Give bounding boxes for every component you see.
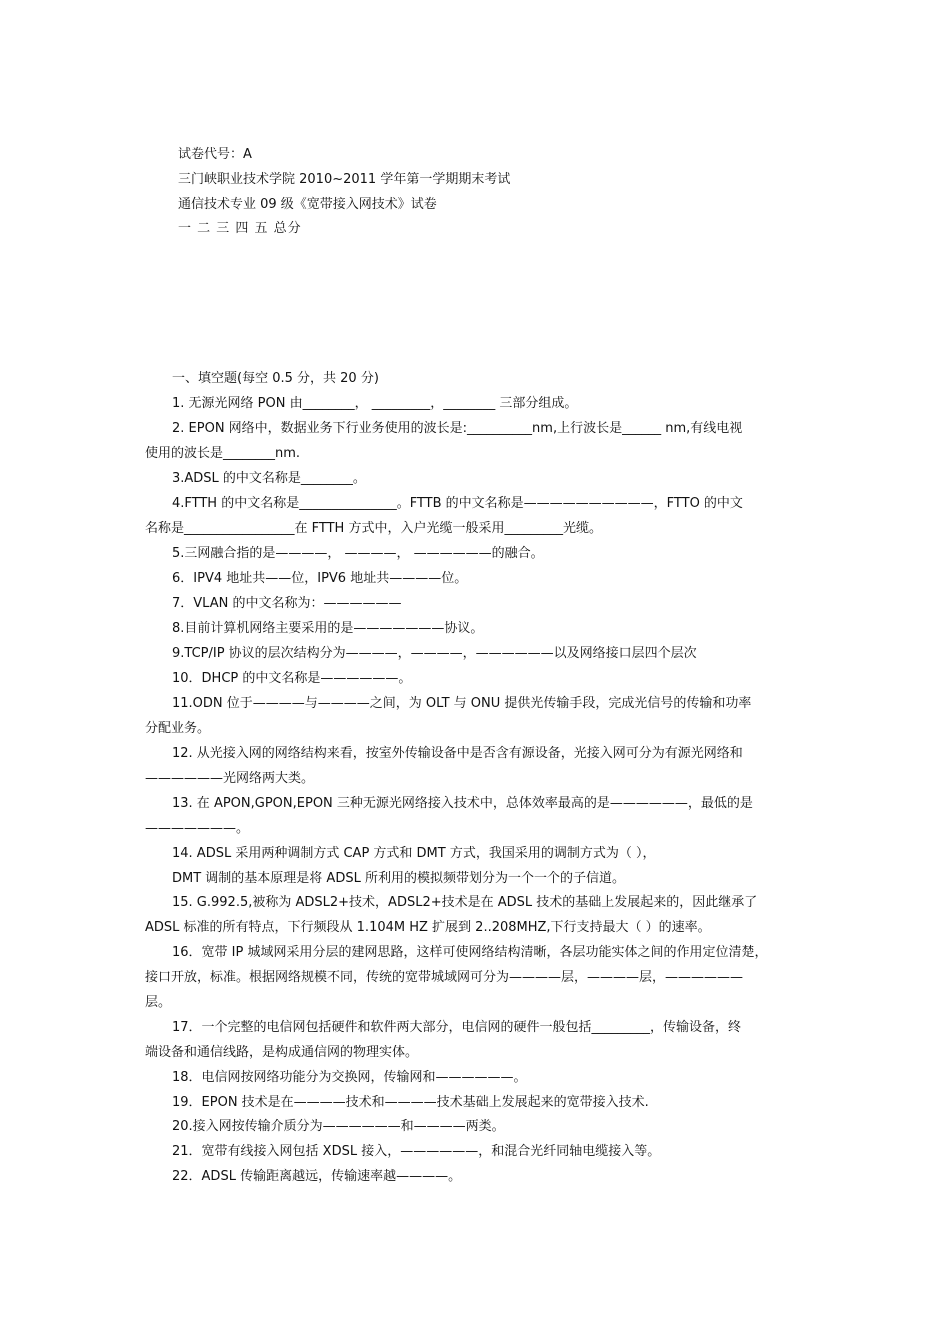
question-19: 19．EPON 技术是在————技术和————技术基础上发展起来的宽带接入技术. xyxy=(172,1095,649,1110)
question-17: 17．一个完整的电信网包括硬件和软件两大部分，电信网的硬件一般包括_________，传输设备，终 xyxy=(172,1020,742,1035)
question-16-cont-2: 层。 xyxy=(145,995,172,1010)
question-16-cont: 接口开放，标准。根据网络规模不同，传统的宽带城域网可分为————层，————层，—————— xyxy=(145,970,744,985)
question-11: 11.ODN 位于————与————之间，为 OLT 与 ONU 提供光传输手段，完成光信号的传输和功率 xyxy=(172,696,752,711)
question-7: 7．VLAN 的中文名称为：—————— xyxy=(172,596,402,611)
question-10: 10．DHCP 的中文名称是——————。 xyxy=(172,671,412,686)
question-13: 13. 在 APON,GPON,EPON 三种无源光网络接入技术中，总体效率最高的是——————，最低的是 xyxy=(172,796,753,811)
exam-code: 试卷代号：A xyxy=(178,147,252,162)
question-2: 2. EPON 网络中，数据业务下行业务使用的波长是:__________nm,上行波长是______ nm,有线电视 xyxy=(172,421,743,436)
course-title: 通信技术专业 09 级《宽带接入网技术》试卷 xyxy=(178,197,437,212)
question-21: 21．宽带有线接入网包括 XDSL 接入，——————，和混合光纤同轴电缆接入等。 xyxy=(172,1144,661,1159)
question-1: 1. 无源光网络 PON 由________， _________，________ 三部分组成。 xyxy=(172,396,578,411)
question-15-cont: ADSL 标准的所有特点，下行频段从 1.104M HZ 扩展到 2..208MHZ,下行支持最大（ ）的速率。 xyxy=(145,920,711,935)
question-11-cont: 分配业务。 xyxy=(145,721,211,736)
question-13-cont: ———————。 xyxy=(145,821,250,836)
question-5: 5.三网融合指的是————， ————， ——————的融合。 xyxy=(172,546,544,561)
question-4-cont: 名称是_________________在 FTTH 方式中，入户光缆一般采用_________光缆。 xyxy=(145,521,602,536)
question-18: 18．电信网按网络功能分为交换网，传输网和——————。 xyxy=(172,1070,527,1085)
question-6: 6．IPV4 地址共——位，IPV6 地址共————位。 xyxy=(172,571,468,586)
question-15: 15. G.992.5,被称为 ADSL2+技术，ADSL2+技术是在 ADSL 技术的基础上发展起来的，因此继承了 xyxy=(172,895,758,910)
question-3: 3.ADSL 的中文名称是________。 xyxy=(172,471,366,486)
question-17-cont: 端设备和通信线路，是构成通信网的物理实体。 xyxy=(145,1045,419,1060)
question-8: 8.目前计算机网络主要采用的是———————协议。 xyxy=(172,621,484,636)
question-12-cont: ——————光网络两大类。 xyxy=(145,771,315,786)
question-22: 22．ADSL 传输距离越远，传输速率越————。 xyxy=(172,1169,462,1184)
question-4: 4.FTTH 的中文名称是_______________。FTTB 的中文名称是——————————，FTTO 的中文 xyxy=(172,496,743,511)
question-16: 16．宽带 IP 城域网采用分层的建网思路，这样可使网络结构清晰，各层功能实体之间的作用定位清楚， xyxy=(172,945,768,960)
question-9: 9.TCP/IP 协议的层次结构分为————，————，——————以及网络接口层四个层次 xyxy=(172,646,697,661)
question-20: 20.接入网按传输介质分为——————和————两类。 xyxy=(172,1119,505,1134)
school-exam-title: 三门峡职业技术学院 2010~2011 学年第一学期期末考试 xyxy=(178,172,511,187)
score-row: 一 二 三 四 五 总分 xyxy=(178,221,302,236)
question-12: 12. 从光接入网的网络结构来看，按室外传输设备中是否含有源设备，光接入网可分为有源光网络和 xyxy=(172,746,743,761)
question-14-cont: DMT 调制的基本原理是将 ADSL 所利用的模拟频带划分为一个一个的子信道。 xyxy=(172,871,625,886)
question-14: 14. ADSL 采用两种调制方式 CAP 方式和 DMT 方式，我国采用的调制方式为（ ）， xyxy=(172,846,656,861)
section-title: 一、填空题(每空 0.5 分，共 20 分) xyxy=(172,371,379,386)
question-2-cont: 使用的波长是________nm. xyxy=(145,446,301,461)
